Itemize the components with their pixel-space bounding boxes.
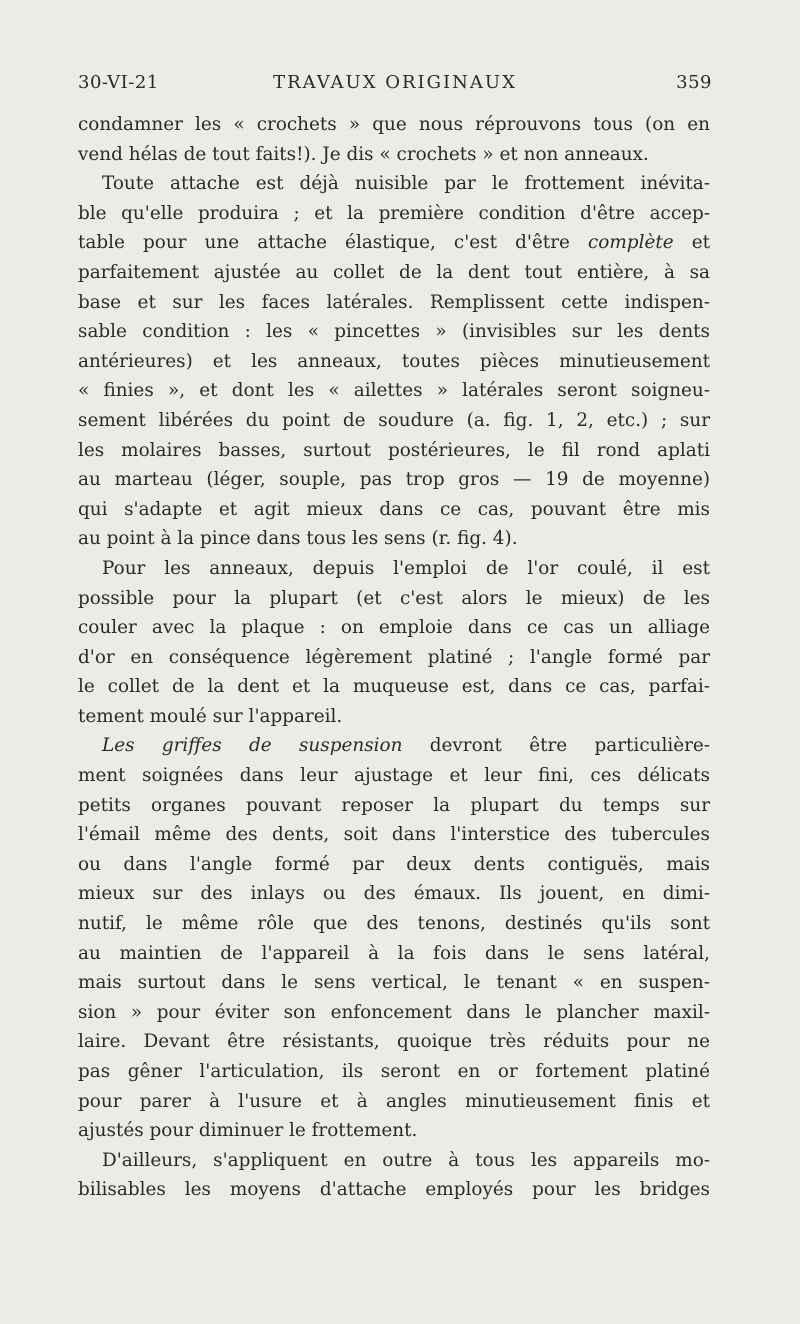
text-line: le collet de la dent et la muqueuse est, dans ce cas, parfai-: [78, 676, 710, 698]
text-line: vend hélas de tout faits!). Je dis « crochets » et non anneaux.: [78, 143, 649, 165]
text-line: Toute attache est déjà nuisible par le frottement inévita-: [102, 173, 710, 195]
body-text: [78, 110, 710, 1205]
text-line: sement libérées du point de soudure (a. fig. 1, 2, etc.) ; sur: [78, 409, 710, 431]
text-line: base et sur les faces latérales. Remplissent cette indispen-: [78, 291, 710, 313]
text-segment: table pour une attache élastique, c'est d'être: [78, 232, 570, 254]
text-line: d'or en conséquence légèrement platiné ; l'angle formé par: [78, 646, 710, 668]
text-line: sable condition : les « pincettes » (invisibles sur les dents: [78, 321, 710, 343]
text-line: ment soignées dans leur ajustage et leur fini, ces délicats: [78, 765, 710, 787]
text-line: ou dans l'angle formé par deux dents contiguës, mais: [78, 853, 710, 875]
text-line: ajustés pour diminuer le frottement.: [78, 1120, 418, 1142]
text-line: laire. Devant être résistants, quoique très réduits pour ne: [78, 1031, 710, 1053]
text-line: mais surtout dans le sens vertical, le tenant « en suspen-: [78, 972, 710, 994]
text-line: bilisables les moyens d'attache employés pour les bridges: [78, 1179, 710, 1201]
page-header: [78, 72, 712, 98]
text-line: ble qu'elle produira ; et la première condition d'être accep-: [78, 202, 710, 224]
text-line: D'ailleurs, s'appliquent en outre à tous les appareils mo-: [102, 1149, 710, 1171]
text-line: tement moulé sur l'appareil.: [78, 705, 343, 727]
text-line: possible pour la plupart (et c'est alors le mieux) de les: [78, 587, 710, 609]
text-line: couler avec la plaque : on emploie dans ce cas un alliage: [78, 617, 710, 639]
text-segment: et: [691, 232, 711, 254]
emphasis-griffes: Les griffes de suspension: [102, 735, 403, 757]
text-line: nutif, le même rôle que des tenons, destinés qu'ils sont: [78, 913, 710, 935]
page-number: 359: [676, 72, 712, 93]
text-segment: devront être particulière-: [429, 735, 710, 757]
text-line: au maintien de l'appareil à la fois dans le sens latéral,: [78, 942, 710, 964]
running-title: TRAVAUX ORIGINAUX: [273, 72, 517, 93]
text-line: pour parer à l'usure et à angles minutieusement finis et: [78, 1090, 710, 1112]
text-line: sion » pour éviter son enfoncement dans le plancher maxil-: [78, 1001, 710, 1023]
text-line: l'émail même des dents, soit dans l'interstice des tubercules: [78, 824, 710, 846]
text-line: au point à la pince dans tous les sens (r. fig. 4).: [78, 528, 518, 550]
text-line: pas gêner l'articulation, ils seront en or fortement platiné: [78, 1061, 710, 1082]
text-line: [78, 731, 710, 761]
text-line: qui s'adapte et agit mieux dans ce cas, pouvant être mis: [78, 498, 710, 520]
text-line: au marteau (léger, souple, pas trop gros — 19 de moyenne): [78, 469, 710, 491]
text-line: Pour les anneaux, depuis l'emploi de l'or coulé, il est: [102, 557, 710, 579]
emphasis-complete: complète: [588, 232, 674, 254]
text-line: parfaitement ajustée au collet de la dent tout entière, à sa: [78, 261, 710, 283]
text-line: antérieures) et les anneaux, toutes pièces minutieusement: [78, 350, 710, 372]
text-line: mieux sur des inlays ou des émaux. Ils jouent, en dimi-: [78, 883, 710, 905]
text-line: « finies », et dont les « ailettes » latérales seront soigneu-: [78, 380, 710, 402]
header-date: 30-VI-21: [78, 72, 159, 93]
text-line: condamner les « crochets » que nous réprouvons tous (on en: [78, 114, 710, 135]
text-line: [78, 228, 710, 258]
text-line: les molaires basses, surtout postérieures, le fil rond aplati: [78, 439, 710, 461]
text-line: petits organes pouvant reposer la plupart du temps sur: [78, 794, 710, 816]
